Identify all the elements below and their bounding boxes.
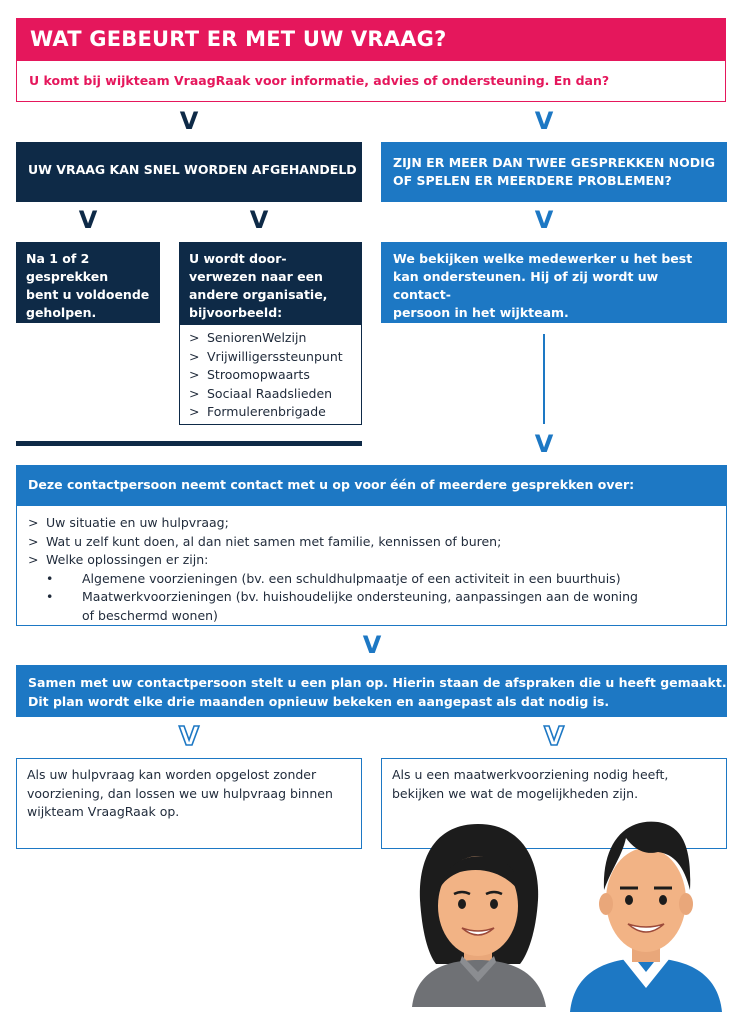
solution-text: Algemene voorzieningen (bv. een schuldhulpmaatje of een activiteit in een buurthuis) <box>82 570 621 586</box>
multiple-conversations-heading <box>381 142 727 202</box>
topic-text: Wat u zelf kunt doen, al dan niet samen met familie, kennissen of buren; <box>46 533 502 549</box>
organisation-name: SeniorenWelzijn <box>207 330 307 345</box>
heading-line: OF SPELEN ER MEERDERE PROBLEMEN? <box>393 173 672 188</box>
gt-bullet-icon: > <box>28 515 39 530</box>
contact-heading: Deze contactpersoon neemt contact met u op voor één of meerdere gesprekken over: <box>16 465 727 505</box>
text-line: Na 1 of 2 <box>26 251 90 266</box>
contact-person-assignment <box>381 242 727 323</box>
text-line: Samen met uw contactpersoon stelt u een plan op. Hierin staan de afspraken die u heeft gemaakt. <box>28 675 727 690</box>
text-line: Als uw hulpvraag kan worden opgelost zonder <box>27 767 317 782</box>
arrow-down-right-2: V <box>534 206 554 234</box>
text-line: Dit plan wordt elke drie maanden opnieuw bekeken en aangepast als dat nodig is. <box>28 694 610 709</box>
arrow-down-plan: V <box>362 631 382 659</box>
solution-text: of beschermd wonen) <box>82 607 218 623</box>
text-line: bekijken we wat de mogelijkheden zijn. <box>392 785 639 801</box>
list-item <box>28 570 726 589</box>
gt-bullet-icon: > <box>189 330 200 345</box>
list-item <box>189 385 361 404</box>
list-item <box>28 514 726 533</box>
organisation-name: Formulerenbrigade <box>207 404 326 419</box>
organisation-list <box>179 324 362 425</box>
page-title: WAT GEBEURT ER MET UW VRAAG? <box>16 18 726 60</box>
arrow-down-outcome-left: V <box>178 722 200 752</box>
gt-bullet-icon: > <box>189 404 200 419</box>
man-illustration <box>566 812 726 1012</box>
divider-bar <box>16 441 362 446</box>
text-line: geholpen. <box>26 305 97 320</box>
option-quickly-helped <box>16 242 160 323</box>
topic-text: Uw situatie en uw hulpvraag; <box>46 515 229 530</box>
text-line: bijvoorbeeld: <box>189 305 283 320</box>
arrow-down-option-2: V <box>249 206 269 234</box>
organisation-name: Sociaal Raadslieden <box>207 385 333 401</box>
list-item <box>28 551 726 570</box>
text-line: We bekijken welke medewerker u het best <box>393 251 693 266</box>
list-item <box>189 403 361 422</box>
dot-bullet-icon: • <box>46 589 54 604</box>
arrow-down-outcome-right: V <box>543 722 565 752</box>
topic-text: Welke oplossingen er zijn: <box>46 552 209 567</box>
dot-bullet-icon: • <box>46 570 54 586</box>
arrow-down-right: V <box>534 107 554 135</box>
list-item <box>28 607 726 626</box>
arrow-down-left: V <box>179 107 199 135</box>
plan-box <box>16 665 727 717</box>
text-line: kan ondersteunen. Hij of zij wordt uw contact- <box>393 269 659 302</box>
outcome-no-provision <box>16 758 362 849</box>
text-line: wijkteam VraagRaak op. <box>27 804 180 819</box>
solution-text: Maatwerkvoorzieningen (bv. huishoudelijke ondersteuning, aanpassingen aan de woning <box>82 589 638 604</box>
list-item <box>28 588 726 607</box>
gt-bullet-icon: > <box>28 533 39 549</box>
text-line: voorziening, dan lossen we uw hulpvraag binnen <box>27 785 333 801</box>
list-item <box>28 533 726 552</box>
heading-line: ZIJN ER MEER DAN TWEE GESPREKKEN NODIG <box>393 155 716 170</box>
gt-bullet-icon: > <box>189 348 200 364</box>
gt-bullet-icon: > <box>189 385 200 401</box>
gt-bullet-icon: > <box>189 367 200 382</box>
arrow-down-contact: V <box>534 430 554 458</box>
text-line: Als u een maatwerkvoorziening nodig heeft, <box>392 767 669 782</box>
text-line: verwezen naar een <box>189 269 323 284</box>
organisation-name: Vrijwilligerssteunpunt <box>207 348 343 364</box>
text-line: persoon in het wijkteam. <box>393 305 569 320</box>
organisation-name: Stroomopwaarts <box>207 367 310 382</box>
text-line: andere organisatie, <box>189 287 328 302</box>
text-line: gesprekken <box>26 269 109 284</box>
quick-handling-heading: UW VRAAG KAN SNEL WORDEN AFGEHANDELD <box>16 142 362 202</box>
text-line: U wordt door- <box>189 251 287 266</box>
list-item <box>189 348 361 367</box>
text-line: bent u voldoende <box>26 287 150 302</box>
arrow-down-option-1: V <box>78 206 98 234</box>
list-item <box>189 366 361 385</box>
contact-topics <box>16 505 727 626</box>
woman-illustration <box>406 822 551 1007</box>
gt-bullet-icon: > <box>28 552 39 567</box>
connector-line <box>543 334 545 424</box>
option-referral <box>179 242 362 324</box>
page-subtitle: U komt bij wijkteam VraagRaak voor informatie, advies of ondersteuning. En dan? <box>16 60 726 102</box>
list-item <box>189 329 361 348</box>
